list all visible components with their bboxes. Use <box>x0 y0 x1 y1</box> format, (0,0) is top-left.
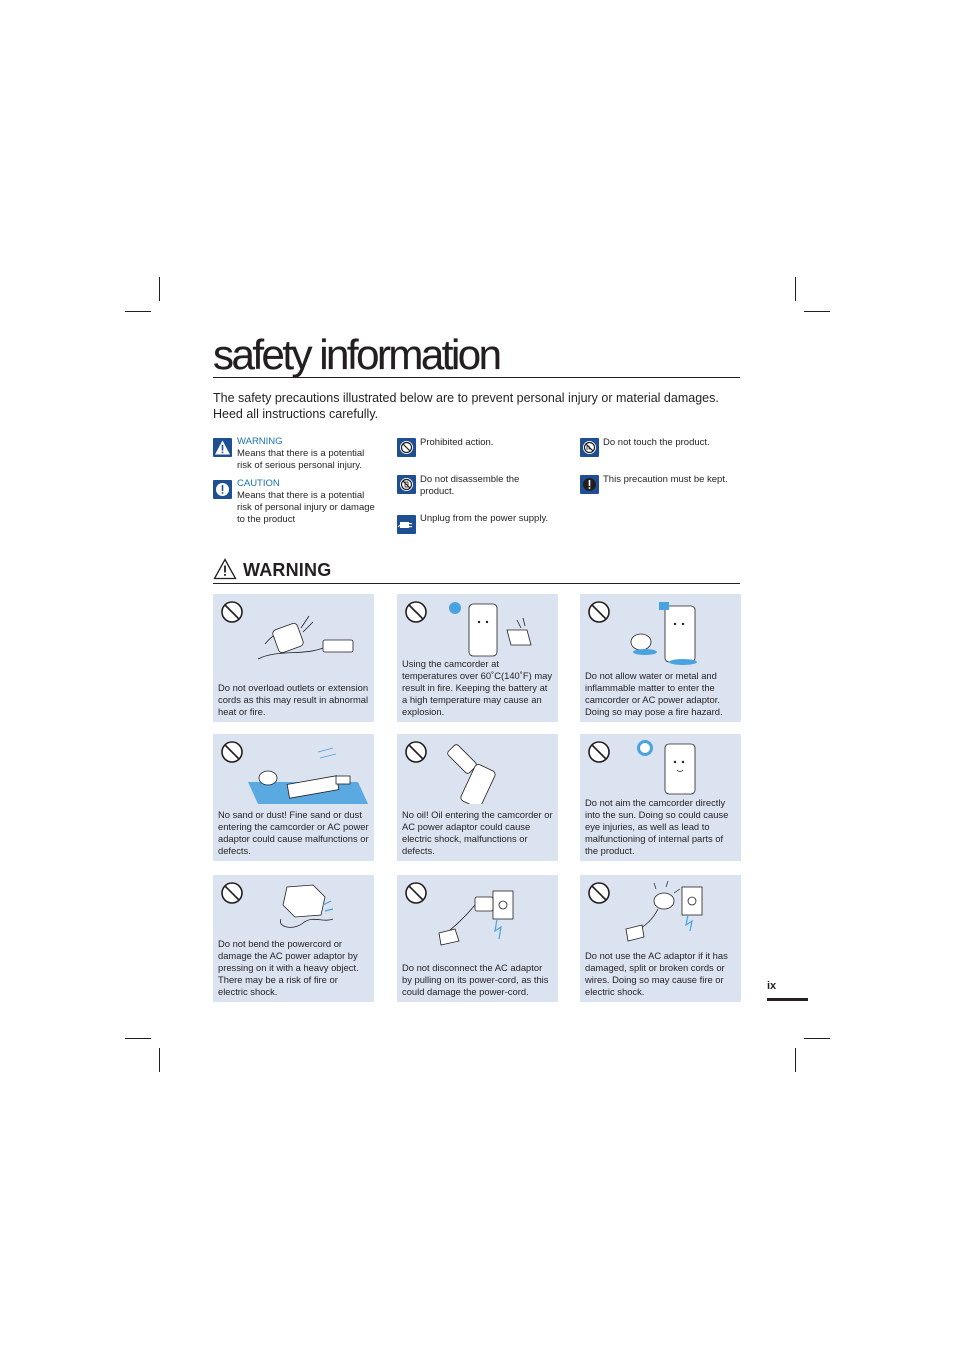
legend-caution <box>237 478 377 526</box>
sand-dust-illustration <box>248 744 368 806</box>
prohibited-icon <box>587 740 611 764</box>
crop-mark <box>159 277 160 301</box>
water-metal-illustration <box>625 600 735 668</box>
prohibited-icon <box>404 740 428 764</box>
panel-text: Do not use the AC adaptor if it has damaged, split or broken cords or wires. Doing so may cause fire or electric shock. <box>585 950 728 997</box>
panel-text: Do not overload outlets or extension cords as this may result in abnormal heat or fire. <box>218 682 369 717</box>
warning-panel <box>580 875 741 1002</box>
prohibited-icon <box>220 740 244 764</box>
prohibited-icon <box>587 881 611 905</box>
legend-disassemble: Do not disassemble the product. <box>420 474 520 497</box>
bent-cord-illustration <box>273 883 343 933</box>
unplug-icon <box>397 515 416 534</box>
crop-mark <box>795 277 796 301</box>
prohibited-icon <box>397 438 416 457</box>
high-temperature-illustration <box>447 600 547 658</box>
panel-text: No oil! Oil entering the camcorder or AC power adaptor could cause electric shock, malfunctions or defects. <box>402 809 553 856</box>
warning-panel <box>397 594 558 722</box>
warning-triangle-icon <box>213 438 232 457</box>
warning-panel <box>580 734 741 861</box>
warning-heading-text: WARNING <box>243 560 332 580</box>
crop-mark <box>125 1038 151 1039</box>
panel-text: Using the camcorder at temperatures over 60˚C(140˚F) may result in fire. Keeping the battery at a high temperature may cause an explosion. <box>402 658 553 717</box>
intro-text: The safety precautions illustrated below are to prevent personal injury or material damages. Heed all instructions carefully. <box>213 391 719 421</box>
no-touch-icon <box>580 438 599 457</box>
crop-mark <box>804 1038 830 1039</box>
caution-exclamation-icon <box>213 480 232 499</box>
legend-unplug: Unplug from the power supply. <box>420 513 549 524</box>
overload-outlet-illustration <box>253 604 368 666</box>
crop-mark <box>804 311 830 312</box>
oil-illustration <box>447 740 527 804</box>
warning-panel <box>213 734 374 861</box>
warning-section-heading <box>213 558 740 584</box>
legend-kept: This precaution must be kept. <box>603 474 728 485</box>
damaged-cord-illustration <box>622 881 707 945</box>
crop-mark <box>159 1048 160 1072</box>
legend-caution-text: Means that there is a potential risk of personal injury or damage to the product <box>237 490 375 525</box>
page-number: ix <box>767 980 777 992</box>
legend-warning-text: Means that there is a potential risk of serious personal injury. <box>237 448 365 471</box>
warning-panel <box>397 734 558 861</box>
crop-mark <box>125 311 151 312</box>
panel-text: Do not bend the powercord or damage the AC power adaptor by pressing on it with a heavy object. There may be a risk of fire or electric shock. <box>218 938 359 997</box>
no-disassemble-icon <box>397 475 416 494</box>
prohibited-icon <box>404 600 428 624</box>
must-keep-icon <box>580 475 599 494</box>
prohibited-icon <box>404 881 428 905</box>
prohibited-icon <box>220 881 244 905</box>
warning-panel <box>213 594 374 722</box>
prohibited-icon <box>220 600 244 624</box>
page-number-bar <box>767 998 808 1001</box>
page-title: safety information <box>213 333 740 378</box>
warning-panel <box>213 875 374 1002</box>
panel-text: Do not disconnect the AC adaptor by pulling on its power-cord, as this could damage the power-cord. <box>402 962 549 997</box>
legend-prohibited: Prohibited action. <box>420 437 494 448</box>
legend-caution-label: CAUTION <box>237 478 280 489</box>
panel-text: Do not allow water or metal and inflammable matter to enter the camcorder or AC power adaptor. Doing so may pose a fire hazard. <box>585 670 723 717</box>
legend-touch: Do not touch the product. <box>603 437 710 448</box>
sun-illustration <box>635 738 715 798</box>
panel-text: No sand or dust! Fine sand or dust entering the camcorder or AC power adaptor could cause malfunctions or defects. <box>218 809 369 856</box>
pull-cord-illustration <box>435 887 520 949</box>
crop-mark <box>795 1048 796 1072</box>
warning-triangle-icon <box>213 558 237 580</box>
warning-panel <box>580 594 741 722</box>
legend-warning-label: WARNING <box>237 436 283 447</box>
prohibited-icon <box>587 600 611 624</box>
legend-warning <box>237 436 377 472</box>
panel-text: Do not aim the camcorder directly into the sun. Doing so could cause eye injuries, as well as lead to malfunctioning of internal parts of the product. <box>585 797 729 856</box>
warning-panel <box>397 875 558 1002</box>
